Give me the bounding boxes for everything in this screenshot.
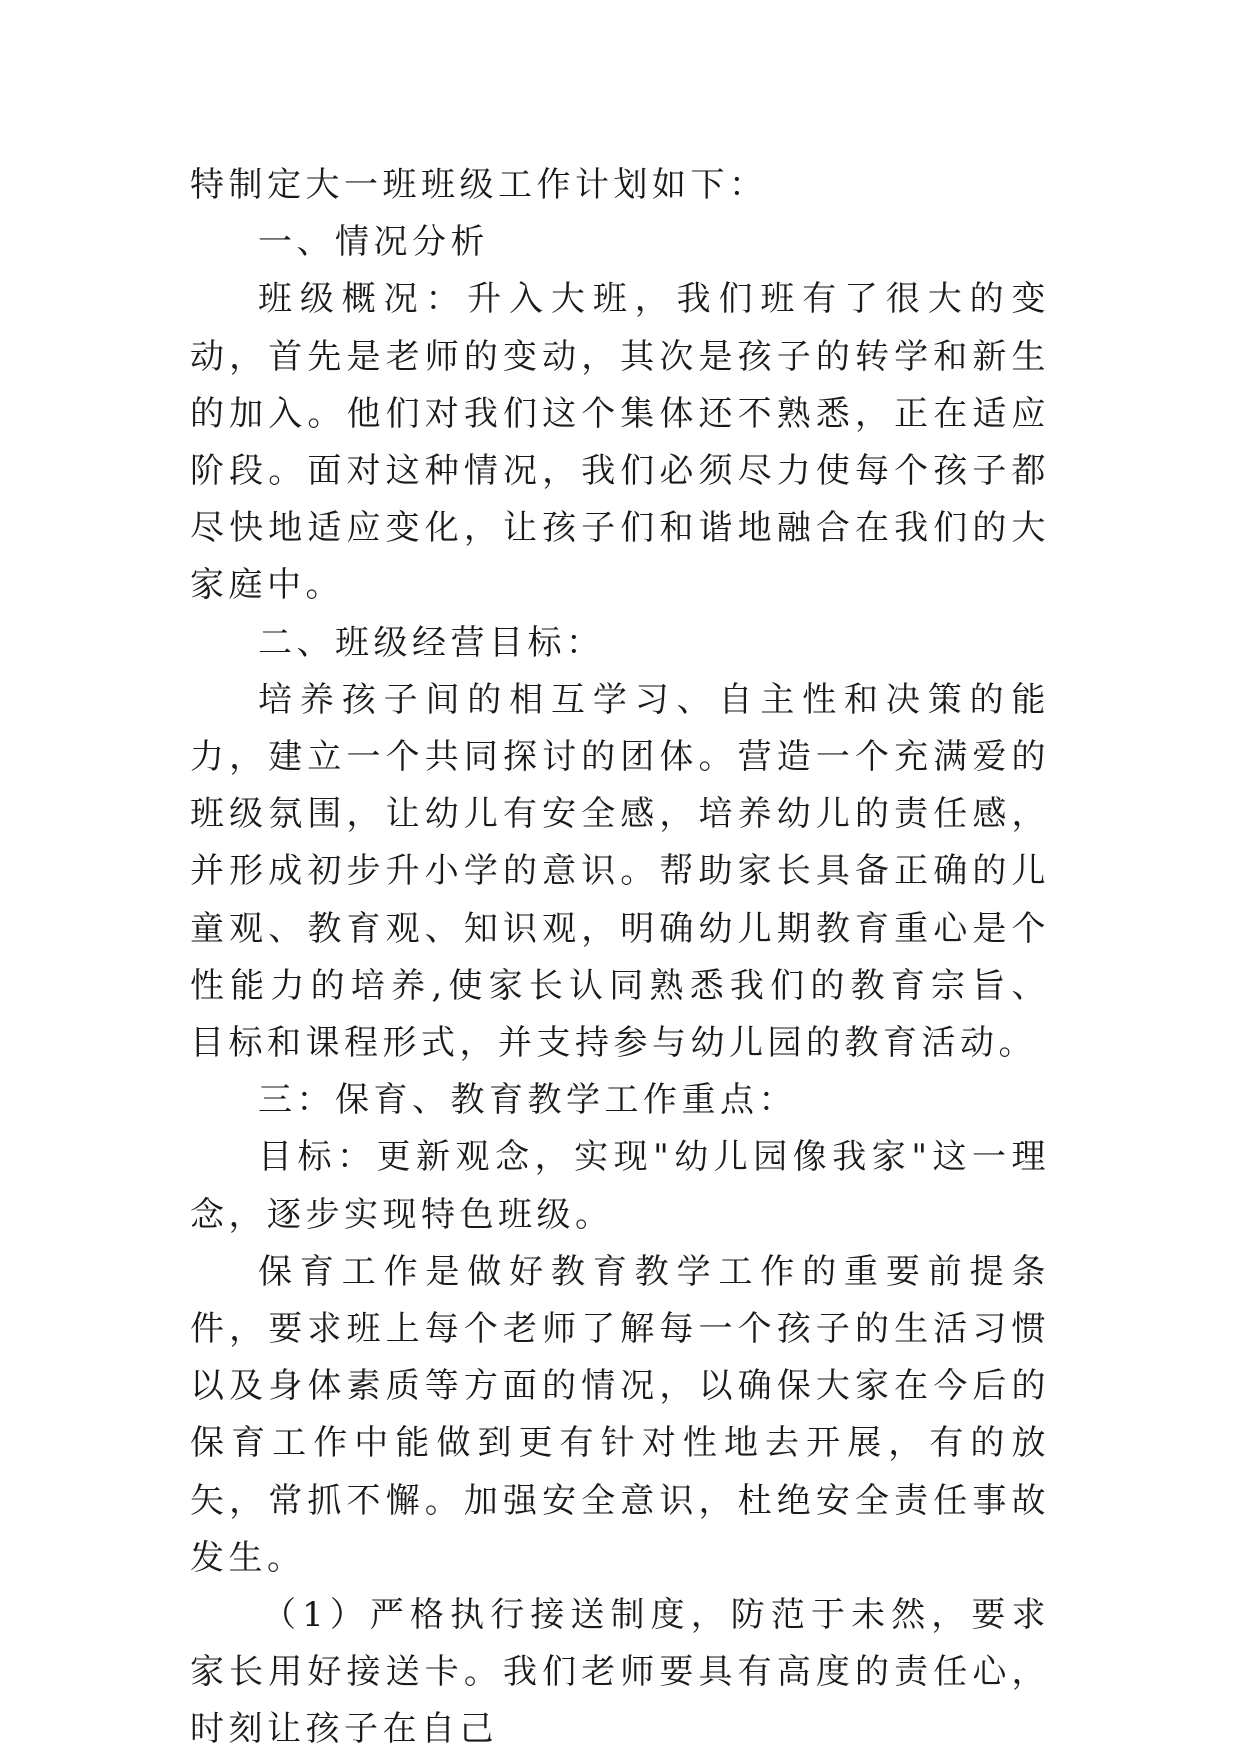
- paragraph-target: 目标：更新观念，实现"幼儿园像我家"这一理念，逐步实现特色班级。: [190, 1137, 1050, 1235]
- paragraph-care-work: 保育工作是做好教育教学工作的重要前提条件，要求班上每个老师了解每一个孩子的生活习惯以及身体素质等方面的情况，以确保大家在今后的保育工作中能做到更有针对性地去开展，有的放矢，常抓不懈。加强安全意识，杜绝安全责任事故发生。: [190, 1251, 1050, 1578]
- paragraph-class-overview: 班级概况：升入大班，我们班有了很大的变动，首先是老师的变动，其次是孩子的转学和新生的加入。他们对我们这个集体还不熟悉，正在适应阶段。面对这种情况，我们必须尽力使每个孩子都尽快地适应变化，让孩子们和谐地融合在我们的大家庭中。: [190, 279, 1050, 606]
- heading-class-goals: 二、班级经营目标：: [258, 622, 605, 663]
- paragraph-intro: 特制定大一班班级工作计划如下：: [190, 165, 768, 205]
- paragraph-class-goals: 培养孩子间的相互学习、自主性和决策的能力，建立一个共同探讨的团体。营造一个充满爱的班级氛围，让幼儿有安全感，培养幼儿的责任感，并形成初步升小学的意识。帮助家长具备正确的儿童观、教育观、知识观，明确幼儿期教育重心是个性能力的培养,使家长认同熟悉我们的教育宗旨、目标和课程形式，并支持参与幼儿园的教育活动。: [190, 679, 1050, 1064]
- document-body: [190, 157, 1050, 1759]
- paragraph-pickup-system: （1）严格执行接送制度，防范于未然，要求家长用好接送卡。我们老师要具有高度的责任心，时刻让孩子在自己: [190, 1595, 1050, 1750]
- heading-care-education-focus: 三：保育、教育教学工作重点：: [258, 1080, 797, 1121]
- heading-situation-analysis: 一、情况分析: [258, 222, 489, 263]
